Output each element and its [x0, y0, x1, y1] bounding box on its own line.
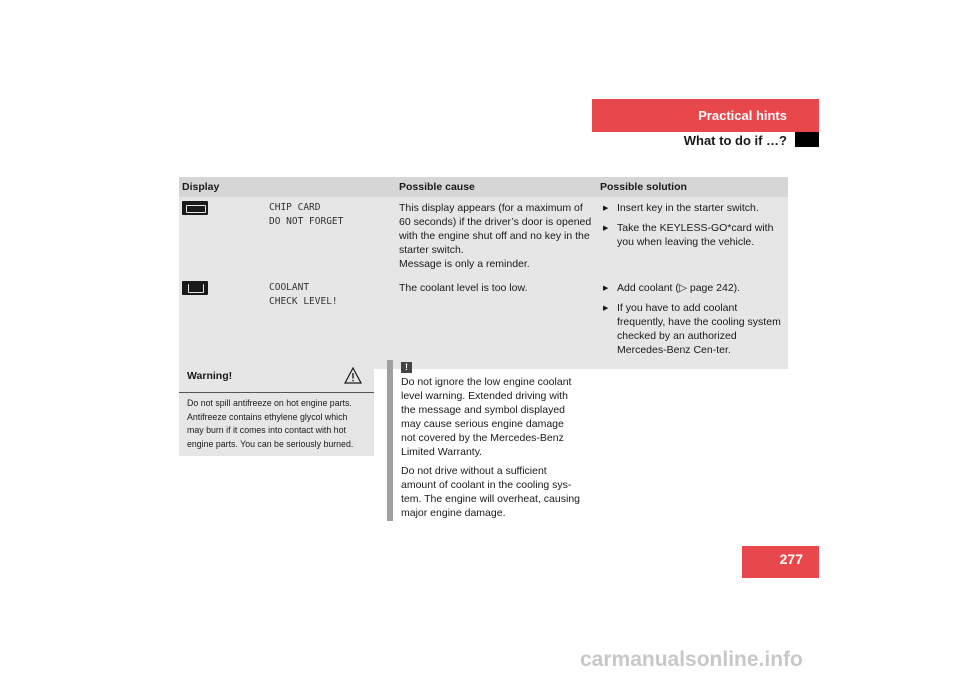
cause-extra: Message is only a reminder. [399, 258, 530, 270]
notice-text [401, 375, 581, 525]
display-line: COOLANT [269, 282, 310, 293]
warning-title [179, 360, 374, 393]
notice-paragraph: Do not ignore the low engine coolant level warning. Extended driving with the message and symbol displayed may cause serious engine damage not covered by the Mercedes-Benz Limited Warranty. [401, 376, 572, 458]
table-row [179, 197, 788, 277]
solution-item: ▶ Add coolant (▷ page 242). [600, 281, 785, 295]
coolant-icon [182, 281, 208, 295]
display-line: CHECK LEVEL! [269, 296, 338, 307]
warning-title-text: Warning! [187, 370, 233, 382]
header-marker [795, 132, 819, 147]
header-solution: Possible solution [597, 177, 788, 197]
display-cell [179, 277, 396, 369]
warning-box [179, 360, 374, 456]
notice-icon: ! [401, 362, 412, 373]
page-number: 277 [742, 546, 819, 578]
table-row [179, 277, 788, 369]
cause-text: This display appears (for a maximum of 60 seconds) if the driver’s door is opened with the engine shut off and no key in the starter switch. [399, 202, 592, 256]
display-message [269, 281, 393, 309]
notice-paragraph: Do not drive without a sufficient amount of coolant in the cooling sys-tem. The engine will overheat, causing major engine damage. [401, 465, 580, 519]
display-message [269, 201, 393, 229]
solution-cell [597, 197, 788, 277]
display-line: DO NOT FORGET [269, 216, 344, 227]
solution-cell [597, 277, 788, 369]
solution-item: ▶ Insert key in the starter switch. [600, 201, 785, 215]
cause-text: The coolant level is too low. [399, 282, 528, 294]
section-title: Practical hints [592, 99, 819, 132]
display-line: CHIP CARD [269, 202, 321, 213]
display-cell [179, 197, 396, 277]
info-table [179, 177, 788, 369]
table-header-row [179, 177, 788, 197]
cause-cell [396, 277, 597, 369]
warning-triangle-icon [344, 367, 362, 385]
solution-item: ▶ Take the KEYLESS-GO*card with you when leaving the vehicle. [600, 221, 785, 249]
cause-cell [396, 197, 597, 277]
warning-body: Do not spill antifreeze on hot engine parts. Antifreeze contains ethylene glycol which may burn if it comes into contact with hot engine parts. You can be seriously burned. [187, 398, 354, 449]
notice-bar [387, 360, 393, 521]
watermark: carmanualsonline.info [580, 648, 803, 671]
header-cause: Possible cause [396, 177, 597, 197]
header-display: Display [179, 177, 396, 197]
section-subtitle: What to do if …? [683, 133, 787, 148]
chip-card-icon [182, 201, 208, 215]
solution-item: ▶ If you have to add coolant frequently, have the cooling system checked by an authorized Mercedes-Benz Cen-ter. [600, 301, 785, 357]
